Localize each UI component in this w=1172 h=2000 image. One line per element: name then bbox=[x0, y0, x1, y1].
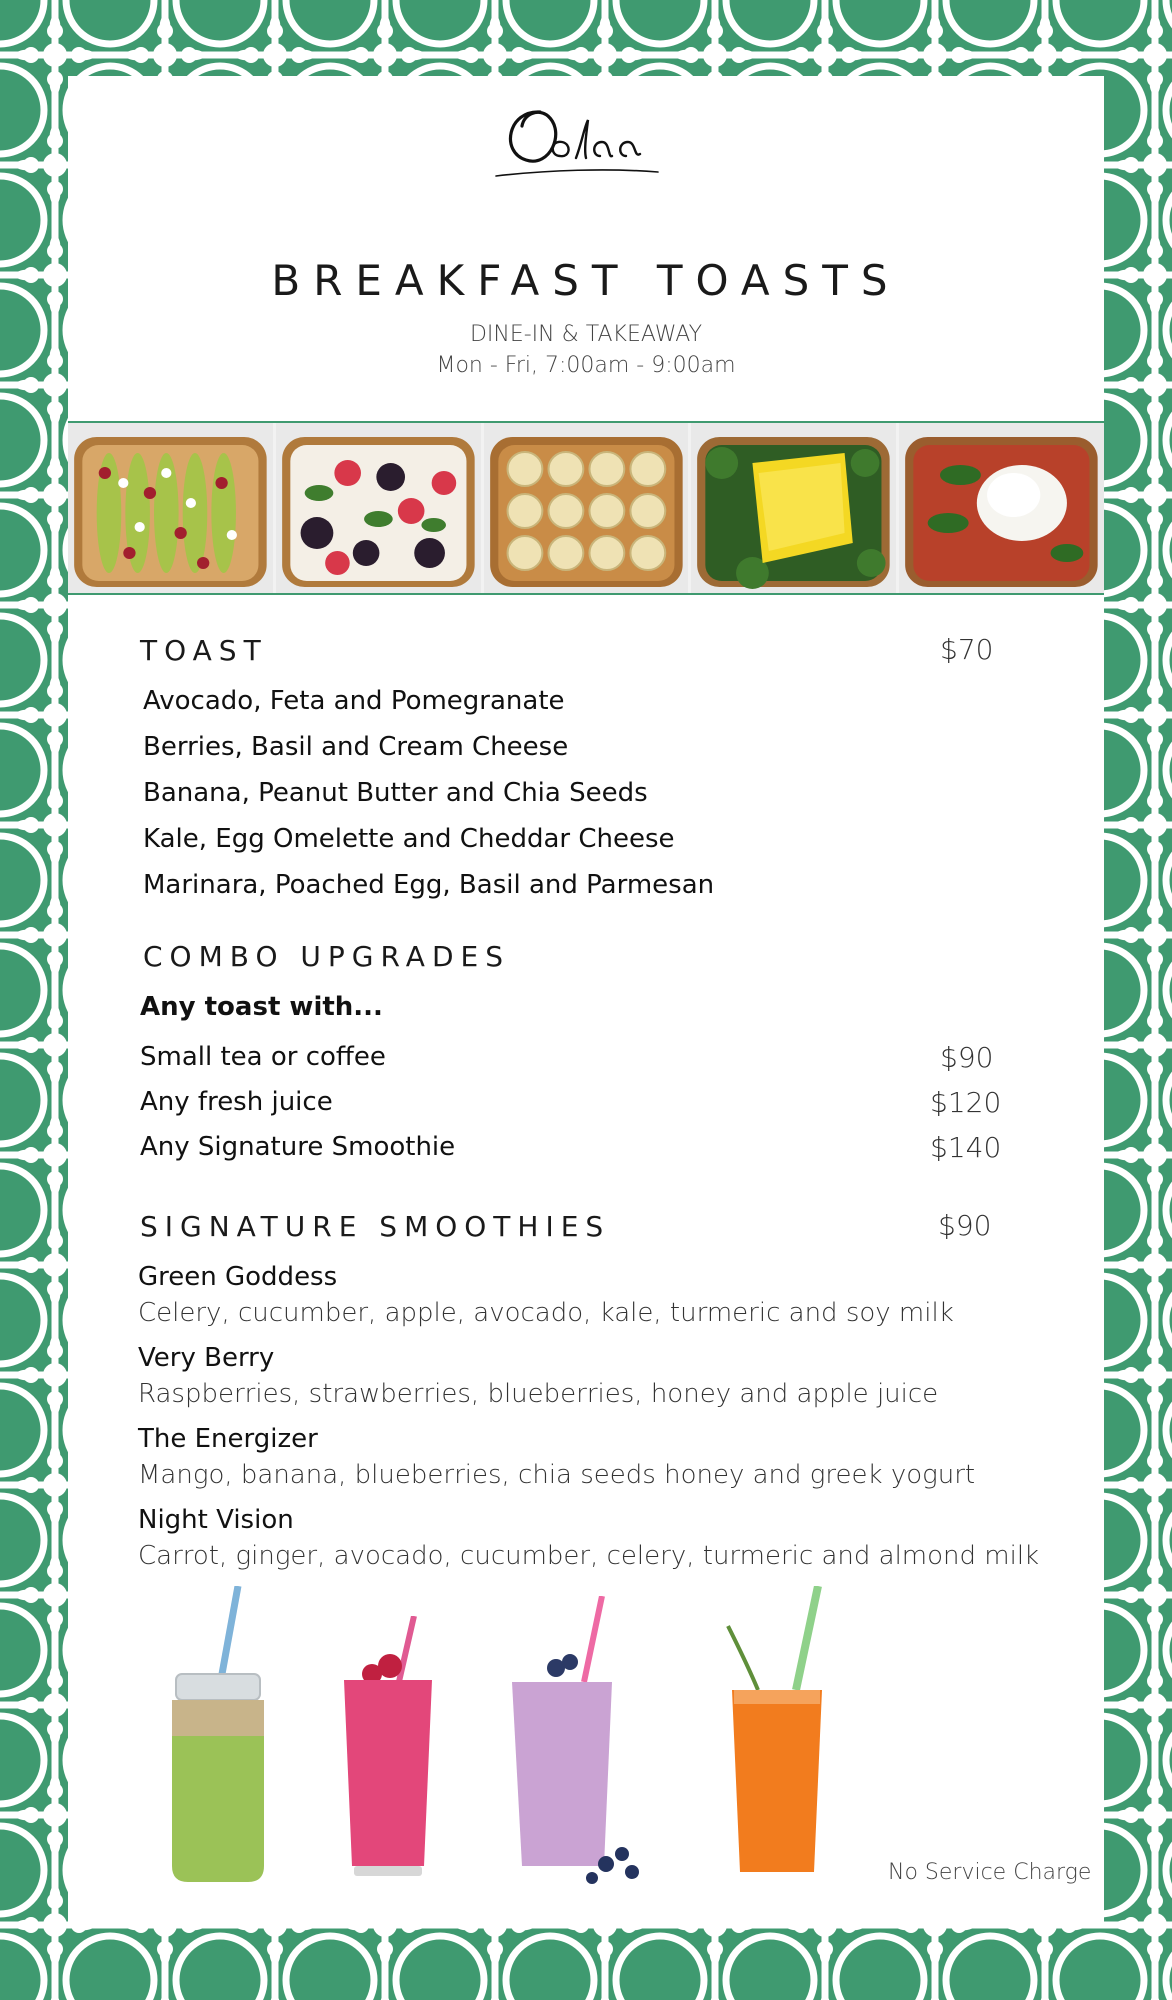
avocado-toast-photo bbox=[68, 423, 276, 593]
carrot-juice-glass-photo bbox=[698, 1586, 848, 1886]
smoothie-name: Very Berry bbox=[138, 1343, 275, 1373]
smoothies-price: $90 bbox=[938, 1209, 992, 1242]
poached-egg-toast-photo bbox=[899, 423, 1104, 593]
no-service-charge-note: No Service Charge bbox=[888, 1860, 1092, 1885]
smoothie-description: Mango, banana, blueberries, chia seeds honey and greek yogurt bbox=[138, 1460, 976, 1490]
service-type: DINE-IN & TAKEAWAY bbox=[469, 322, 703, 347]
toast-price: $70 bbox=[940, 633, 994, 666]
smoothie-name: The Energizer bbox=[138, 1424, 318, 1454]
berry-smoothie-glass-photo bbox=[328, 1616, 448, 1886]
combo-heading: COMBO UPGRADES bbox=[143, 940, 510, 973]
smoothie-description: Raspberries, strawberries, blueberries, honey and apple juice bbox=[138, 1379, 939, 1409]
oolaa-logo bbox=[488, 102, 688, 182]
page-title: BREAKFAST TOASTS bbox=[271, 256, 901, 305]
smoothie-photo-strip bbox=[128, 1576, 848, 1896]
combo-item-name: Small tea or coffee bbox=[140, 1042, 386, 1072]
green-smoothie-jar-photo bbox=[158, 1586, 278, 1886]
smoothie-description: Celery, cucumber, apple, avocado, kale, turmeric and soy milk bbox=[138, 1298, 954, 1328]
smoothies-heading: SIGNATURE SMOOTHIES bbox=[140, 1210, 611, 1243]
banana-toast-photo bbox=[484, 423, 692, 593]
combo-item-price: $120 bbox=[930, 1086, 1002, 1119]
combo-item-price: $90 bbox=[940, 1041, 994, 1074]
toast-item: Marinara, Poached Egg, Basil and Parmesan bbox=[143, 870, 715, 900]
toast-photo-strip bbox=[68, 421, 1104, 595]
smoothie-description: Carrot, ginger, avocado, cucumber, celery, turmeric and almond milk bbox=[138, 1541, 1040, 1571]
combo-item-price: $140 bbox=[930, 1131, 1002, 1164]
combo-item-name: Any fresh juice bbox=[140, 1087, 333, 1117]
berries-toast-photo bbox=[276, 423, 484, 593]
toast-item: Banana, Peanut Butter and Chia Seeds bbox=[143, 778, 648, 808]
combo-intro: Any toast with... bbox=[140, 992, 383, 1022]
smoothie-name: Green Goddess bbox=[138, 1262, 338, 1292]
menu-panel bbox=[68, 76, 1104, 1925]
toast-item: Avocado, Feta and Pomegranate bbox=[143, 686, 565, 716]
toast-heading: TOAST bbox=[140, 634, 268, 667]
toast-item: Kale, Egg Omelette and Cheddar Cheese bbox=[143, 824, 675, 854]
blueberry-smoothie-glass-photo bbox=[498, 1596, 648, 1886]
opening-hours: Mon - Fri, 7:00am - 9:00am bbox=[436, 353, 736, 378]
combo-item-name: Any Signature Smoothie bbox=[140, 1132, 456, 1162]
kale-egg-toast-photo bbox=[691, 423, 899, 593]
smoothie-name: Night Vision bbox=[138, 1505, 294, 1535]
toast-item: Berries, Basil and Cream Cheese bbox=[143, 732, 569, 762]
